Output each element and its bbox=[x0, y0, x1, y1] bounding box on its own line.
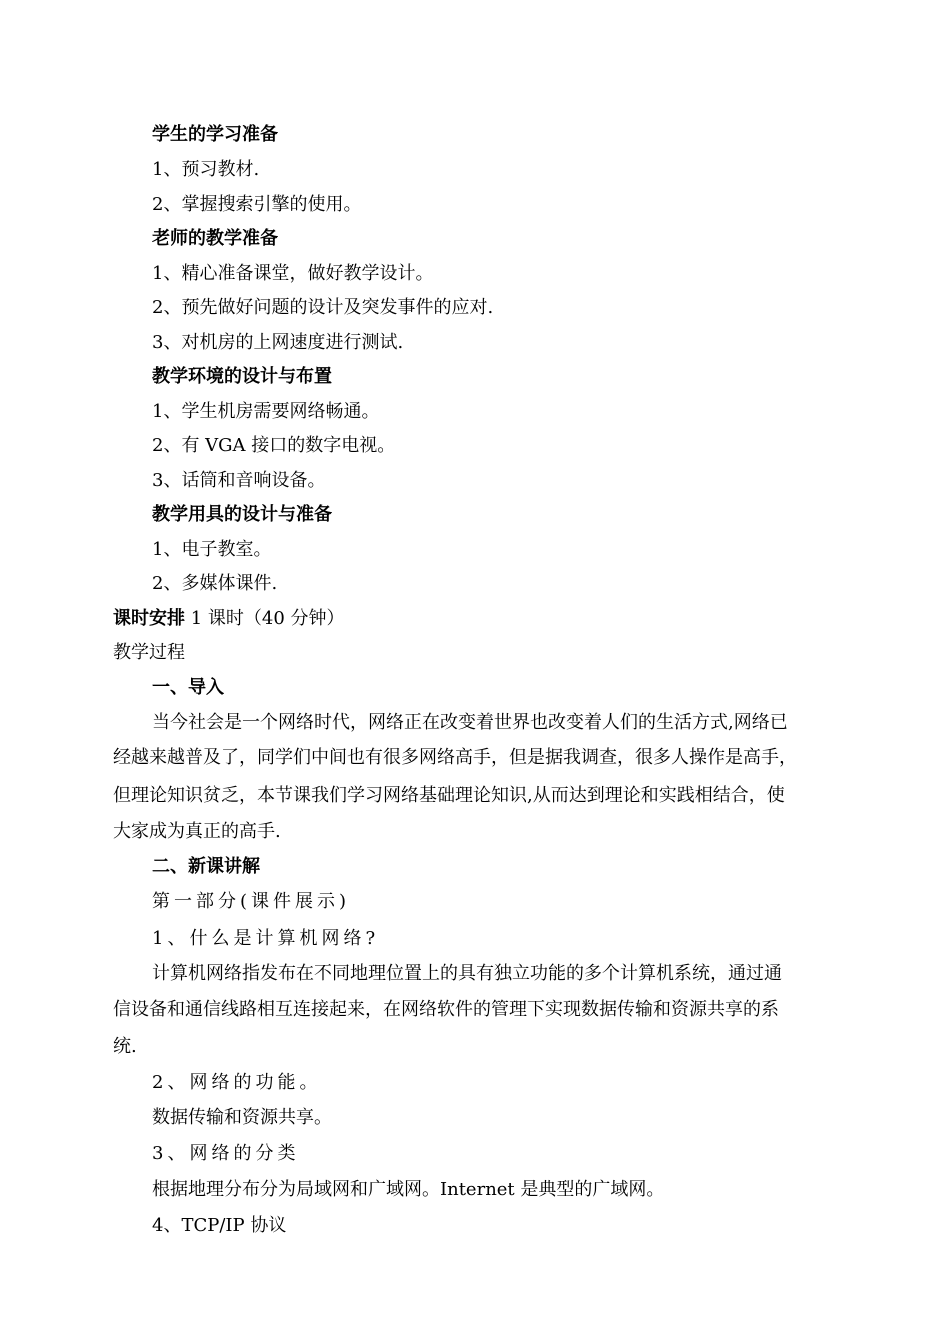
q2-heading: 2、网络的功能。 bbox=[152, 1072, 322, 1093]
paragraph-line: 信设备和通信线路相互连接起来，在网络软件的管理下实现数据传输和资源共享的系 bbox=[113, 999, 779, 1020]
q2-text: 数据传输和资源共享。 bbox=[152, 1107, 332, 1128]
paragraph-line: 计算机网络指发布在不同地理位置上的具有独立功能的多个计算机系统，通过通 bbox=[152, 963, 782, 984]
paragraph-line: 统. bbox=[113, 1036, 137, 1057]
list-item: 1、电子教室。 bbox=[152, 539, 272, 560]
list-item: 1、精心准备课堂，做好教学设计。 bbox=[152, 263, 434, 284]
paragraph-line: 经越来越普及了，同学们中间也有很多网络高手，但是据我调查，很多人操作是高手， bbox=[113, 747, 797, 768]
list-item: 1、学生机房需要网络畅通。 bbox=[152, 401, 380, 422]
heading-student-prep: 学生的学习准备 bbox=[152, 124, 278, 145]
list-item: 2、掌握搜索引擎的使用。 bbox=[152, 194, 362, 215]
list-item: 2、多媒体课件. bbox=[152, 573, 278, 594]
q3-heading: 3、网络的分类 bbox=[152, 1143, 300, 1164]
heading-intro: 一、导入 bbox=[152, 677, 224, 698]
paragraph-line: 但理论知识贫乏，本节课我们学习网络基础理论知识,从而达到理论和实践相结合，使 bbox=[113, 785, 785, 806]
paragraph-line: 当今社会是一个网络时代，网络正在改变着世界也改变着人们的生活方式,网络已 bbox=[152, 712, 788, 733]
schedule-label: 课时安排 bbox=[113, 608, 185, 629]
list-item: 2、预先做好问题的设计及突发事件的应对. bbox=[152, 297, 494, 318]
heading-new-lesson: 二、新课讲解 bbox=[152, 856, 260, 877]
list-item: 1、预习教材. bbox=[152, 159, 260, 180]
schedule-line bbox=[113, 607, 345, 631]
heading-teacher-prep: 老师的教学准备 bbox=[152, 228, 278, 249]
q3-text: 根据地理分布分为局域网和广域网。Internet 是典型的广域网。 bbox=[152, 1179, 665, 1200]
list-item: 2、有 VGA 接口的数字电视。 bbox=[152, 435, 396, 456]
q1-heading: 1、什么是计算机网络? bbox=[152, 928, 380, 949]
list-item: 3、对机房的上网速度进行测试. bbox=[152, 332, 404, 353]
paragraph-line: 大家成为真正的高手. bbox=[113, 821, 281, 842]
schedule-value: 1 课时（40 分钟） bbox=[185, 608, 345, 629]
heading-tools: 教学用具的设计与准备 bbox=[152, 504, 332, 525]
part1-heading: 第一部分(课件展示) bbox=[152, 891, 351, 912]
heading-environment: 教学环境的设计与布置 bbox=[152, 366, 332, 387]
process-label: 教学过程 bbox=[113, 642, 185, 663]
list-item: 3、话筒和音响设备。 bbox=[152, 470, 326, 491]
q4-heading: 4、TCP/IP 协议 bbox=[152, 1215, 287, 1236]
